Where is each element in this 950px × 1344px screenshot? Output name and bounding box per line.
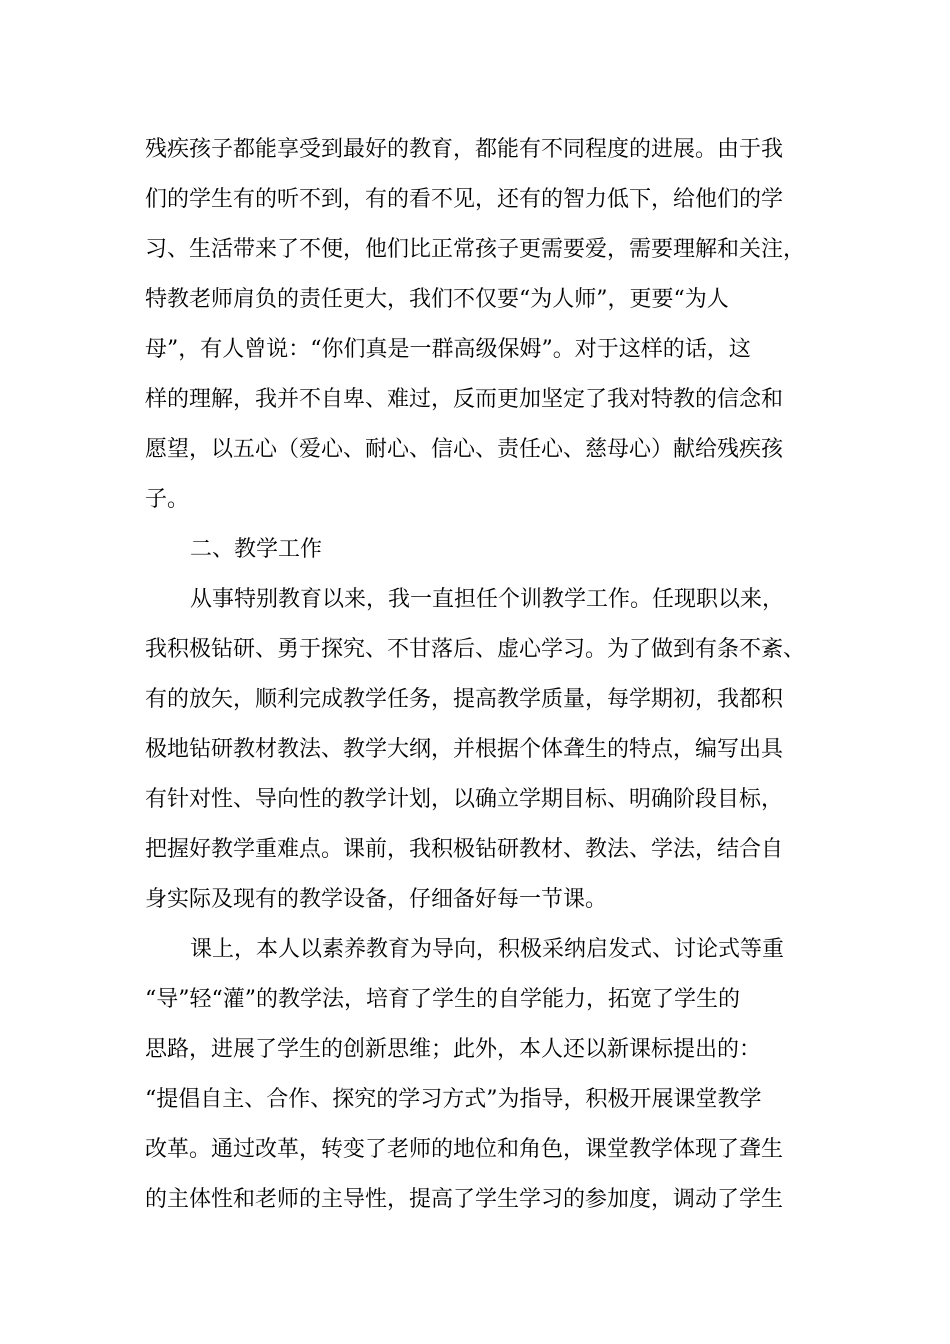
body-text-line: 思路，进展了学生的创新思维；此外，本人还以新课标提出的： [145, 1037, 762, 1062]
body-text-line: 样的理解，我并不自卑、难过，反而更加坚定了我对特教的信念和 [145, 387, 784, 412]
body-text-line: 极地钻研教材教法、教学大纲，并根据个体聋生的特点，编写出具 [145, 737, 784, 762]
body-text-line: 从事特别教育以来，我一直担任个训教学工作。任现职以来， [190, 587, 785, 612]
body-text-line: 课上，本人以素养教育为导向，积极采纳启发式、讨论式等重 [190, 937, 785, 962]
body-text-line: 子。 [145, 487, 190, 512]
body-text-line: 愿望，以五心（爱心、耐心、信心、责任心、慈母心）献给残疾孩 [145, 437, 784, 462]
body-text-line: 们的学生有的听不到，有的看不见，还有的智力低下，给他们的学 [145, 187, 784, 212]
body-text-line: 特教老师肩负的责任更大，我们不仅要“为人师”，更要“为人 [145, 287, 729, 312]
body-text-line: “提倡自主、合作、探究的学习方式”为指导，积极开展课堂教学 [145, 1087, 762, 1112]
body-text-line: 改革。通过改革，转变了老师的地位和角色，课堂教学体现了聋生 [145, 1137, 784, 1162]
body-text-line: 的主体性和老师的主导性，提高了学生学习的参加度，调动了学生 [145, 1187, 784, 1212]
body-text-line: 母”，有人曾说：“你们真是一群高级保姆”。对于这样的话，这 [145, 337, 751, 362]
body-text-line: 有的放矢，顺利完成教学任务，提高教学质量，每学期初，我都积 [145, 687, 784, 712]
body-text-line: 残疾孩子都能享受到最好的教育，都能有不同程度的进展。由于我 [145, 137, 784, 162]
body-text-line: 习、生活带来了不便，他们比正常孩子更需要爱，需要理解和关注， [145, 237, 806, 262]
section-heading: 二、教学工作 [190, 537, 323, 562]
body-text-line: 把握好教学重难点。课前，我积极钻研教材、教法、学法，结合自 [145, 837, 784, 862]
body-text-line: 我积极钻研、勇于探究、不甘落后、虚心学习。为了做到有条不紊、 [145, 637, 806, 662]
body-text-line: 有针对性、导向性的教学计划，以确立学期目标、明确阶段目标， [145, 787, 784, 812]
body-text-line: “导”轻“灌”的教学法，培育了学生的自学能力，拓宽了学生的 [145, 987, 740, 1012]
body-text-line: 身实际及现有的教学设备，仔细备好每一节课。 [145, 887, 608, 912]
